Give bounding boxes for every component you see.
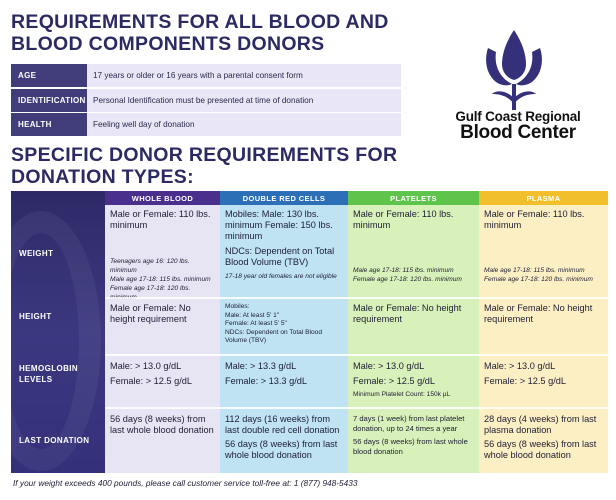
general-label: HEALTH	[11, 113, 87, 136]
general-requirements-title: REQUIREMENTS FOR ALL BLOOD AND BLOOD COMPONENTS DONORS	[11, 11, 389, 55]
row-label-height: HEIGHT	[19, 312, 52, 321]
height-text: Male or Female: No height requirement	[353, 303, 462, 324]
weight-note: Teenagers age 16: 120 lbs. minimum	[110, 258, 190, 274]
footer-note: If your weight exceeds 400 pounds, please call customer service toll-free at: 1 (877) 948-5433	[13, 478, 358, 488]
height-line: Male: At least 5' 1"	[225, 311, 280, 319]
general-label: IDENTIFICATION	[11, 89, 87, 112]
weight-note: Male age 17-18: 115 lbs. minimum	[484, 267, 585, 274]
hemo-female: Female: > 13.3 g/dL	[225, 376, 307, 386]
row-labels-panel	[11, 191, 105, 473]
cell-plasma-weight	[479, 205, 608, 297]
hemo-female: Female: > 12.5 g/dL	[484, 376, 566, 386]
height-line: NDCs: Dependent on Total Blood Volume (TBV)	[225, 328, 323, 344]
logo-text-line2: Blood Center	[460, 122, 576, 143]
general-row-identification	[11, 89, 401, 112]
column-header-plasma: PLASMA	[479, 191, 608, 205]
row-label-weight: WEIGHT	[19, 249, 54, 258]
column-whole-blood	[105, 191, 220, 473]
cell-whole-blood-height	[105, 299, 220, 354]
hemo-male: Male: > 13.0 g/dL	[353, 361, 425, 371]
last-donation-text: 7 days (1 week) from last platelet donation, up to 24 times a year	[353, 414, 465, 433]
cell-platelets-last-donation	[348, 410, 479, 473]
hemo-male: Male: > 13.0 g/dL	[484, 361, 556, 371]
hemo-female: Female: > 12.5 g/dL	[353, 376, 435, 386]
column-header-double-red: DOUBLE RED CELLS	[220, 191, 348, 205]
cell-double-red-hemoglobin	[220, 357, 348, 407]
general-requirements-table	[11, 64, 401, 138]
last-donation-text: 112 days (16 weeks) from last double red cell donation	[225, 414, 340, 435]
row-label-last-donation: LAST DONATION	[19, 436, 90, 445]
cell-plasma-hemoglobin	[479, 357, 608, 407]
cell-plasma-height	[479, 299, 608, 354]
column-plasma	[479, 191, 608, 473]
cell-whole-blood-last-donation	[105, 410, 220, 473]
last-donation-text: 56 days (8 weeks) from last whole blood donation	[484, 439, 597, 460]
weight-note: Female age 17-18: 120 lbs.	[110, 285, 191, 292]
donor-requirements-grid	[11, 191, 608, 473]
weight-ndcs: NDCs: Dependent on Total Blood Volume (TBV)	[225, 246, 335, 267]
hemo-male: Male: > 13.3 g/dL	[225, 361, 297, 371]
hemo-male: Male: > 13.0 g/dL	[110, 361, 182, 371]
cell-platelets-weight	[348, 205, 479, 297]
cell-whole-blood-hemoglobin	[105, 357, 220, 407]
last-donation-text: 56 days (8 weeks) from last whole blood donation	[110, 414, 214, 435]
cell-platelets-hemoglobin	[348, 357, 479, 407]
weight-main: Male or Female: 110 lbs. minimum	[484, 209, 585, 230]
weight-main: Male or Female: 110 lbs. minimum	[353, 209, 454, 230]
last-donation-text: 56 days (8 weeks) from last whole blood donation	[353, 437, 468, 456]
blood-drop-flower-logo-icon	[478, 28, 550, 112]
cell-plasma-last-donation	[479, 410, 608, 473]
weight-main: Male or Female: 110 lbs. minimum	[110, 209, 211, 230]
weight-note: 17-18 year old females are not eligible	[225, 273, 337, 280]
general-label: AGE	[11, 64, 87, 87]
general-row-health	[11, 113, 401, 136]
cell-double-red-weight	[220, 205, 348, 297]
column-header-platelets: PLATELETS	[348, 191, 479, 205]
column-header-whole-blood: WHOLE BLOOD	[105, 191, 220, 205]
cell-whole-blood-weight	[105, 205, 220, 297]
general-value: Personal Identification must be presented at time of donation	[87, 89, 401, 112]
height-text: Male or Female: No height requirement	[110, 303, 191, 324]
weight-main: Mobiles: Male: 130 lbs. minimum Female: 150 lbs. minimum	[225, 209, 333, 241]
general-value: Feeling well day of donation	[87, 113, 401, 136]
weight-note: Male age 17-18: 115 lbs. minimum	[353, 267, 454, 274]
column-double-red	[220, 191, 348, 473]
weight-note: Female age 17-18: 120 lbs. minimum	[353, 276, 462, 283]
specific-requirements-title: SPECIFIC DONOR REQUIREMENTS FOR DONATION TYPES:	[11, 144, 398, 188]
hemo-female: Female: > 12.5 g/dL	[110, 376, 192, 386]
last-donation-text: 28 days (4 weeks) from last plasma donation	[484, 414, 597, 435]
height-text: Male or Female: No height requirement	[484, 303, 593, 324]
row-label-hemoglobin: HEMOGLOBIN LEVELS	[19, 364, 79, 384]
weight-note: Male age 17-18: 115 lbs. minimum	[110, 276, 211, 283]
height-line: Mobiles:	[225, 303, 250, 310]
cell-platelets-height	[348, 299, 479, 354]
weight-note: Female age 17-18: 120 lbs. minimum	[484, 276, 593, 283]
general-value: 17 years or older or 16 years with a parental consent form	[87, 64, 401, 87]
cell-double-red-height	[220, 299, 348, 354]
height-line: Female: At least 5' 5"	[225, 320, 287, 327]
cell-double-red-last-donation	[220, 410, 348, 473]
general-row-age	[11, 64, 401, 87]
logo-text-line1: Gulf Coast Regional	[455, 109, 581, 124]
last-donation-text: 56 days (8 weeks) from last whole blood donation	[225, 439, 338, 460]
platelet-count: Minimum Platelet Count: 150k µL	[353, 391, 451, 398]
column-platelets	[348, 191, 479, 473]
